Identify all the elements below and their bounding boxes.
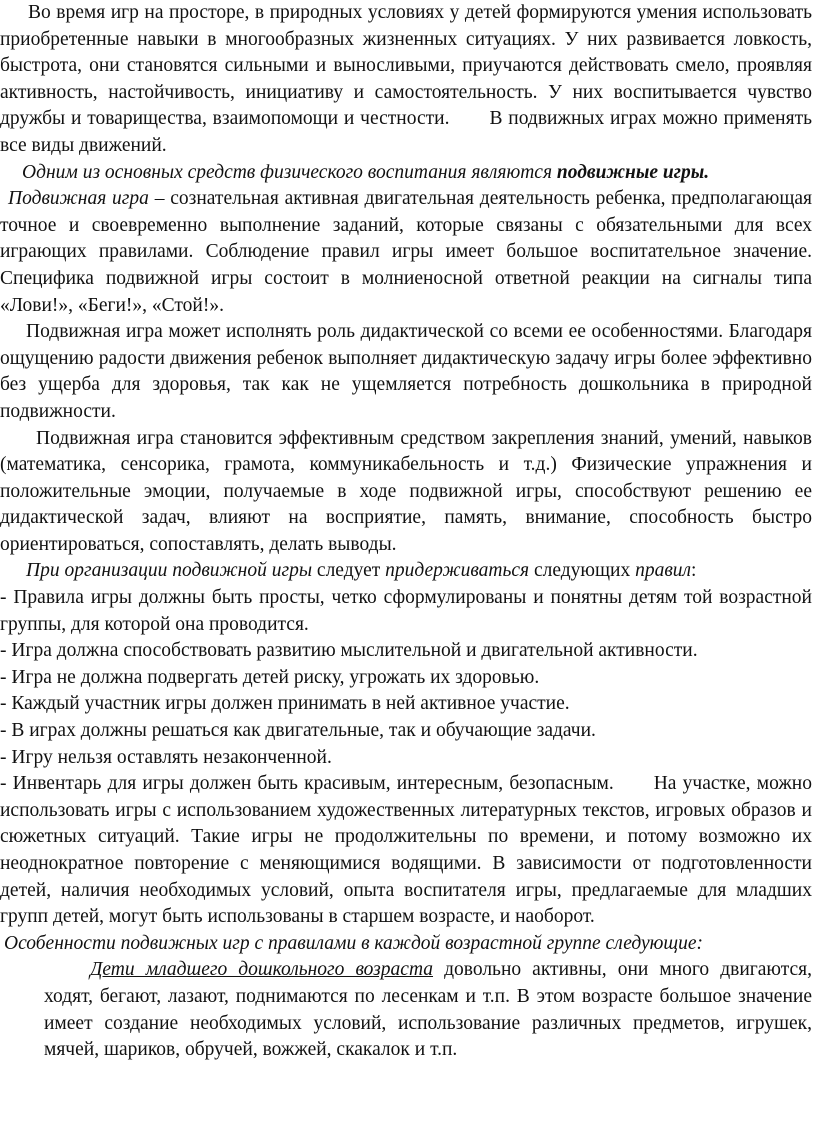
paragraph-age-features bbox=[0, 931, 812, 958]
paragraph-site-games bbox=[0, 771, 812, 931]
paragraph-definition bbox=[0, 186, 812, 319]
rule-item: - Игру нельзя оставлять незаконченной. bbox=[0, 746, 332, 768]
italic-text: Особенности подвижных игр с правилами в каждой возрастной группе следующие: bbox=[4, 932, 704, 954]
paragraph-rules-intro bbox=[0, 558, 812, 585]
paragraph-didactic-role bbox=[0, 319, 812, 425]
paragraph-text: Подвижная игра может исполнять роль дидактической со всеми ее особенностями. Благодаря ощущению радости движения ребенок выполняет дидактическую задачу игры более эффективно без ущерба для здоровья, так как не ущемляется потребность дошкольника в природной подвижности. bbox=[0, 321, 812, 422]
paragraph-young-children bbox=[44, 957, 812, 1063]
plain-text: : bbox=[691, 560, 697, 582]
plain-text: следующих bbox=[533, 560, 631, 582]
italic-text: Одним из основных средств физического воспитания являются bbox=[22, 161, 553, 183]
indented-block bbox=[0, 957, 812, 1063]
paragraph-text: Во время игр на просторе, в природных условиях у детей формируются умения использовать приобретенные навыки в многообразных жизненных ситуациях. У них развивается ловкость, быстрота, они становятся сильными и выносливыми, приучаются действовать смело, проявляя активность, настойчивость, инициативу и самостоятельность. У них воспитывается чувство дружбы и товарищества, взаимопомощи и честности. bbox=[0, 2, 812, 130]
paragraph-text: На участке, можно использовать игры с использованием художественных литературных текстов, игровых образов и сюжетных ситуаций. Такие игры не продолжительны по времени, и потому возможно их неоднократное повторение с меняющимися водящими. В зависимости от подготовленности детей, наличия необходимых условий, опыта воспитателя игры, предлагаемые для младших групп детей, могут быть использованы в старшем возрасте, и наоборот. bbox=[0, 773, 812, 928]
paragraph-text: Подвижная игра становится эффективным средством закрепления знаний, умений, навыков (математика, сенсорика, грамота, коммуникабельность и т.д.) Физические упражнения и положительные эмоции, получаемые в ходе подвижной игры, способствуют решению ее дидактической задач, влияют на восприятие, память, внимание, способность быстро ориентироваться, сопоставлять, делать выводы. bbox=[0, 427, 812, 555]
italic-text: придерживаться bbox=[385, 560, 530, 582]
paragraph-knowledge bbox=[0, 426, 812, 559]
rule-item: - Каждый участник игры должен принимать в ней активное участие. bbox=[0, 693, 570, 715]
paragraph-text: сознательная активная двигательная деятельность ребенка, предполагающая точное и своевременно выполнение заданий, которые связаны с обязательными для всех играющих правилами. Соблюдение правил игры имеет большое воспитательное значение. Специфика подвижной игры состоит в молниеносной ответной реакции на сигналы типа «Лови!», «Беги!», «Стой!». bbox=[0, 188, 812, 316]
paragraph-text: В подвижных играх можно применять все виды движений. bbox=[0, 108, 812, 156]
plain-text: следует bbox=[316, 560, 381, 582]
paragraph-main-means bbox=[0, 160, 812, 187]
rule-item: - Игра не должна подвергать детей риску, угрожать их здоровью. bbox=[0, 666, 540, 688]
rule-item: - Игра должна способствовать развитию мыслительной и двигательной активности. bbox=[0, 640, 698, 662]
italic-text: При организации подвижной игры bbox=[26, 560, 313, 582]
rule-item: - Правила игры должны быть просты, четко сформулированы и понятны детям той возрастной группы, для которой она проводится. bbox=[0, 587, 812, 635]
paragraph-text: довольно активны, они много двигаются, ходят, бегают, лазают, поднимаются по лесенкам и т.п. В этом возрасте большое значение имеет создание необходимых условий, использование различных предметов, игрушек, мячей, шариков, обручей, вожжей, скакалок и т.п. bbox=[44, 959, 812, 1061]
rule-item: - Инвентарь для игры должен быть красивым, интересным, безопасным. bbox=[0, 773, 614, 795]
paragraph-outdoor-games bbox=[0, 0, 812, 160]
underlined-heading: Дети младшего дошкольного возраста bbox=[90, 959, 434, 981]
italic-term: Подвижная игра – bbox=[8, 188, 165, 210]
bold-italic-text: подвижные игры. bbox=[556, 161, 710, 183]
rule-item: - В играх должны решаться как двигательные, так и обучающие задачи. bbox=[0, 720, 596, 742]
italic-text: правил bbox=[635, 560, 692, 582]
